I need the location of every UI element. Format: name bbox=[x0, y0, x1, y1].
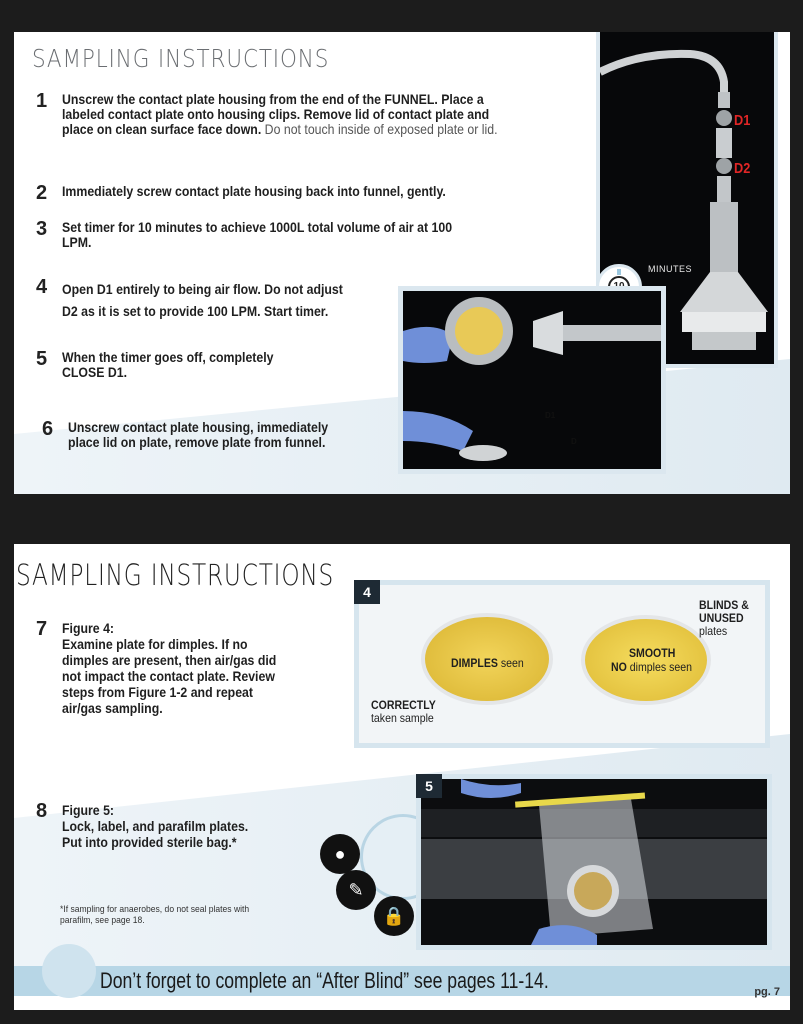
timer-tick bbox=[617, 269, 621, 275]
dimples-rest: seen bbox=[497, 656, 524, 670]
lock-icon: 🔒 bbox=[374, 896, 414, 936]
step-1 bbox=[36, 92, 576, 137]
step-number: 3 bbox=[36, 218, 48, 240]
step-5 bbox=[36, 350, 336, 380]
footnote: *If sampling for anaerobes, do not seal plates with parafilm, see page 18. bbox=[60, 904, 250, 926]
tape-roll-icon: ● bbox=[320, 834, 360, 874]
correctly-caption: CORRECTLY bbox=[371, 698, 436, 712]
sterile-bag-illustration bbox=[421, 779, 767, 945]
step-8 bbox=[36, 802, 296, 850]
reminder-text: Don’t forget to complete an “After Blind” see pages 11-14. bbox=[100, 968, 549, 993]
dimples-bold: DIMPLES bbox=[451, 656, 498, 670]
thinking-head-icon bbox=[42, 944, 96, 998]
hands-photo bbox=[398, 286, 666, 474]
step-number: 7 bbox=[36, 618, 48, 640]
step-text-note: Do not touch inside of exposed plate or lid. bbox=[261, 121, 498, 137]
step-text bbox=[62, 802, 268, 850]
minutes-label: MINUTES bbox=[648, 264, 692, 274]
step-2 bbox=[36, 184, 576, 202]
dimples-caption bbox=[451, 657, 524, 670]
figure-heading: Figure 4: bbox=[62, 620, 115, 636]
step-number: 2 bbox=[36, 182, 48, 204]
step-text: When the timer goes off, completely CLOSE D1. bbox=[62, 349, 274, 380]
step-number: 5 bbox=[36, 348, 48, 370]
instruction-page-top bbox=[14, 32, 790, 494]
step-3 bbox=[36, 220, 536, 250]
smooth-caption-2 bbox=[611, 661, 692, 674]
step-text: Immediately screw contact plate housing back into funnel, gently. bbox=[62, 183, 446, 199]
step-number: 1 bbox=[36, 90, 48, 112]
step-number: 8 bbox=[36, 800, 48, 822]
d1-label: D1 bbox=[734, 112, 751, 129]
instruction-page-bottom bbox=[14, 544, 790, 1010]
figure-heading: Figure 5: bbox=[62, 802, 115, 818]
blinds-caption-1: BLINDS & bbox=[699, 598, 749, 612]
hands-illustration bbox=[403, 291, 661, 469]
blinds-caption-3 bbox=[699, 625, 727, 638]
page-number: pg. 7 bbox=[754, 986, 780, 998]
step-4 bbox=[36, 278, 396, 322]
step-text-bold: Unscrew the contact plate housing from the end of the FUNNEL. Place a labeled contact plate onto housing clips. Remove lid of contact plate and place on clean surface face down. bbox=[62, 91, 490, 137]
step-number: 6 bbox=[42, 418, 54, 440]
d1-small-label: D1 bbox=[545, 411, 556, 420]
figure-5 bbox=[416, 774, 772, 950]
d-small-label: D bbox=[571, 437, 577, 446]
d2-label: D2 bbox=[734, 160, 751, 177]
taken-text: taken sample bbox=[371, 711, 434, 725]
figure-text: Examine plate for dimples. If no dimples are present, then air/gas did not impact the contact plate. Review steps from Figure 1-2 and repeat air/gas sampling. bbox=[62, 636, 277, 716]
step-text: Unscrew contact plate housing, immediately place lid on plate, remove plate from funnel. bbox=[68, 419, 329, 450]
figure-badge: 5 bbox=[416, 774, 442, 798]
smooth-no: NO bbox=[611, 660, 627, 674]
taken-caption bbox=[371, 712, 434, 725]
step-7 bbox=[36, 620, 306, 716]
step-text bbox=[62, 620, 277, 716]
step-number: 4 bbox=[36, 276, 48, 298]
step-6 bbox=[42, 420, 382, 450]
page-title: SAMPLING INSTRUCTIONS bbox=[32, 44, 330, 73]
blinds-plates: plates bbox=[699, 624, 728, 638]
pen-icon: ✎ bbox=[336, 870, 376, 910]
step-text: Open D1 entirely to being air flow. Do not adjust D2 as it is set to provide 100 LPM. Start timer. bbox=[62, 281, 343, 319]
figure-text: Lock, label, and parafilm plates. Put into provided sterile bag.* bbox=[62, 818, 249, 850]
figure-badge: 4 bbox=[354, 580, 380, 604]
blinds-caption-2: UNUSED bbox=[699, 611, 744, 625]
smooth-caption-1: SMOOTH bbox=[629, 646, 676, 660]
smooth-rest: dimples seen bbox=[626, 660, 693, 674]
step-text: Set timer for 10 minutes to achieve 1000L total volume of air at 100 LPM. bbox=[62, 219, 453, 250]
page-title: SAMPLING INSTRUCTIONS bbox=[16, 558, 335, 592]
figure-4 bbox=[354, 580, 770, 748]
step-text bbox=[62, 92, 514, 137]
